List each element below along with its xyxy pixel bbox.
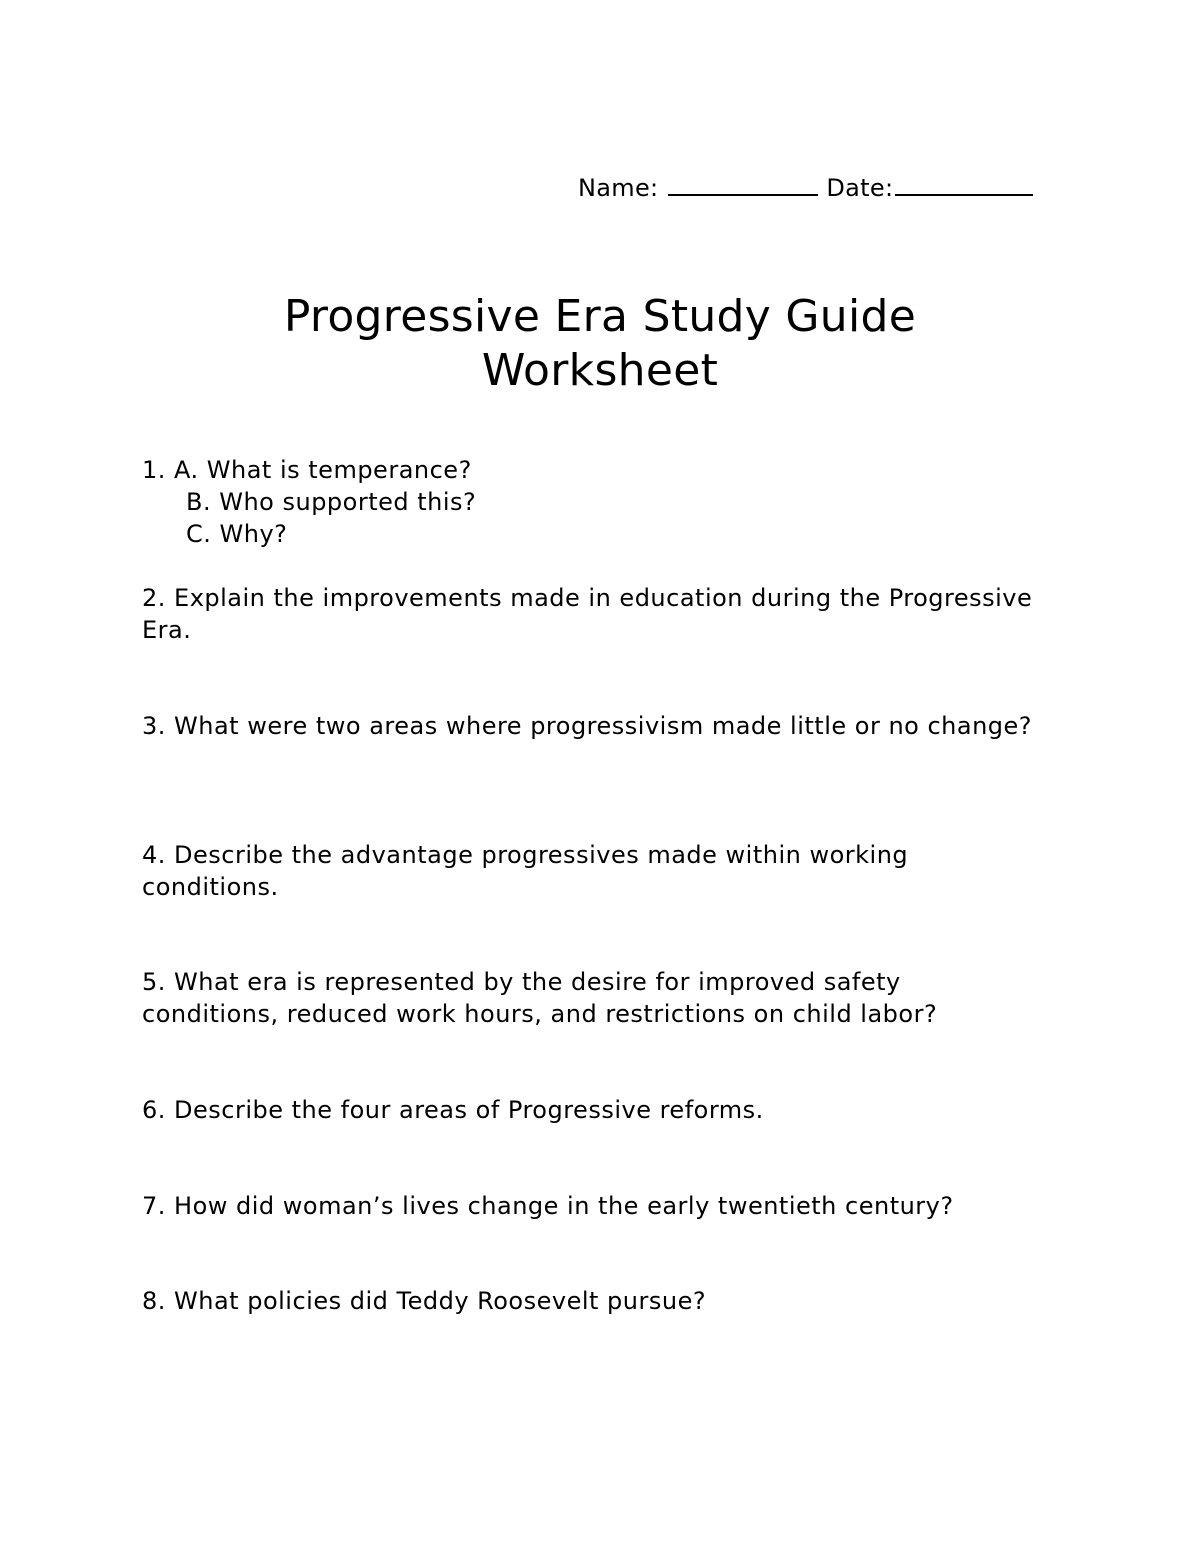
question-7: 7. How did woman’s lives change in the early twentieth century? — [142, 1192, 954, 1220]
name-label: Name: — [578, 174, 659, 202]
title-line-1: Progressive Era Study Guide — [283, 291, 917, 342]
question-1-text: 1. A. What is temperance? — [142, 456, 472, 484]
question-1-subpart-b: B. Who supported this? — [186, 488, 477, 516]
date-blank-line — [895, 170, 1033, 196]
question-1-subpart-c: C. Why? — [186, 520, 288, 548]
question-1 — [142, 454, 1042, 550]
question-3: 3. What were two areas where progressivism made little or no change? — [142, 712, 1033, 740]
title-line-2: Worksheet — [481, 345, 719, 396]
page-title — [0, 290, 1200, 398]
question-2: 2. Explain the improvements made in education during the Progressive Era. — [142, 584, 1033, 644]
question-8: 8. What policies did Teddy Roosevelt pursue? — [142, 1287, 707, 1315]
name-date-header — [578, 170, 1033, 204]
question-6: 6. Describe the four areas of Progressive reforms. — [142, 1096, 764, 1124]
question-5: 5. What era is represented by the desire for improved safety conditions, reduced work hours, and restrictions on child labor? — [142, 968, 938, 1028]
date-label: Date: — [826, 174, 894, 202]
question-4: 4. Describe the advantage progressives made within working conditions. — [142, 841, 909, 901]
name-blank-line — [668, 170, 818, 196]
